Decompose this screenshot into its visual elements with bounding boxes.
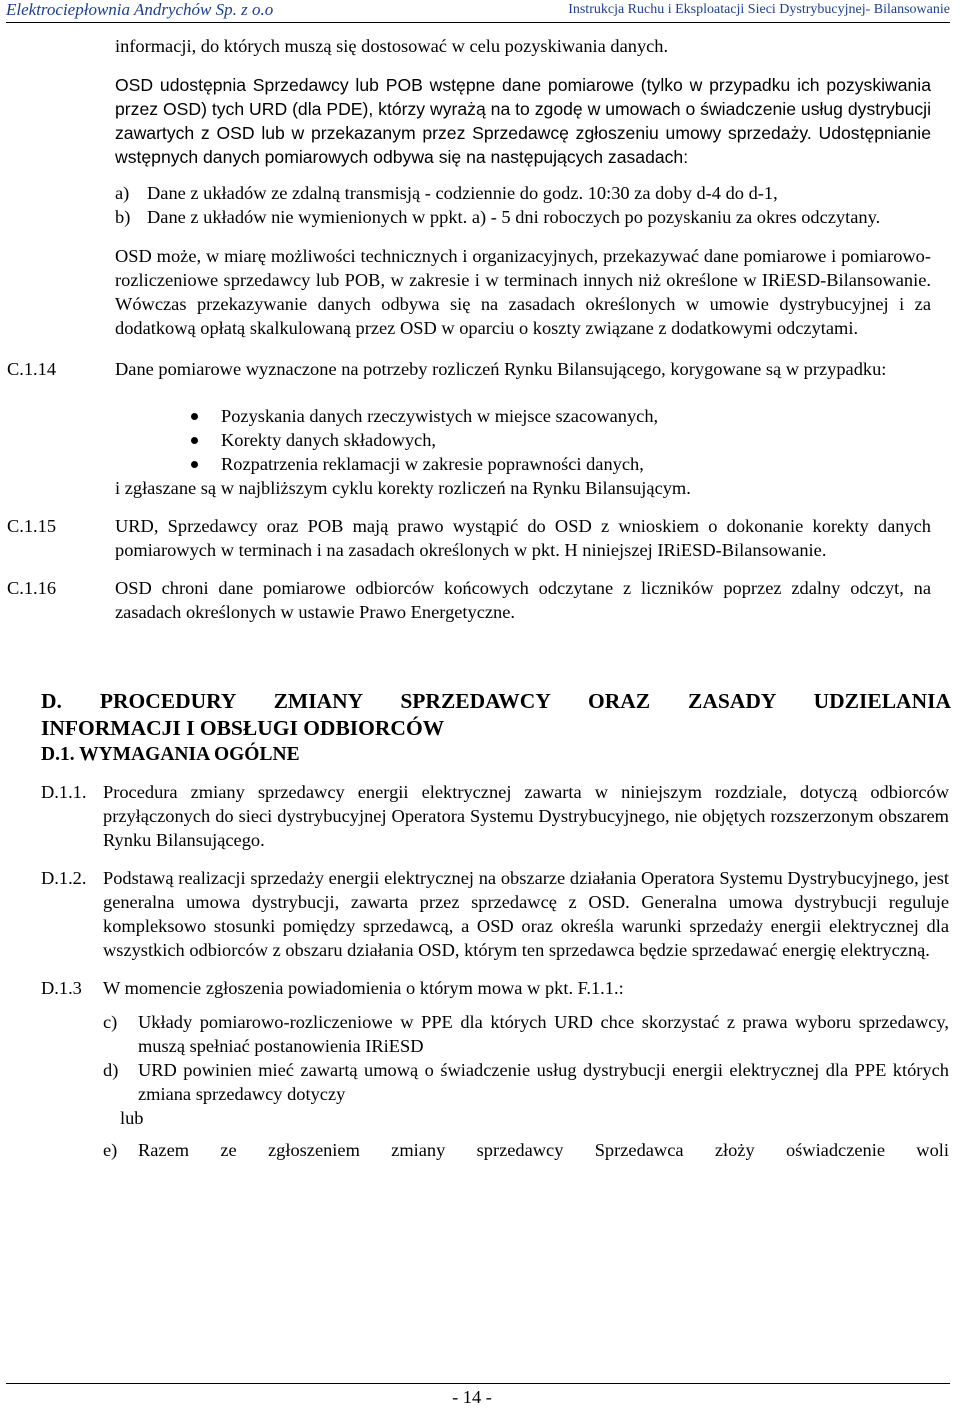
list-label: c) — [103, 1012, 118, 1032]
section-d — [0, 688, 960, 1162]
header-company-name: Elektrociepłownia Andrychów Sp. z o.o — [6, 0, 274, 19]
list-label: e) — [103, 1140, 118, 1160]
list-item: Pozyskania danych rzeczywistych w miejsce szacowanych, — [115, 404, 931, 428]
section-text: Dane pomiarowe wyznaczone na potrzeby rozliczeń Rynku Bilansującego, korygowane są w przypadku: — [115, 359, 887, 379]
d13-list-item-c — [103, 1010, 949, 1058]
intro-list-item-b — [115, 205, 931, 229]
list-text: Razem ze zgłoszeniem zmiany sprzedawcy Sprzedawca złoży oświadczenie woli — [138, 1140, 949, 1160]
bullet-icon — [191, 437, 198, 444]
d13-list-item-d — [103, 1058, 949, 1106]
bullet-icon — [191, 413, 198, 420]
section-c116 — [0, 576, 960, 624]
section-c114 — [0, 357, 960, 500]
d13-connector: lub — [120, 1108, 144, 1128]
list-text: URD powinien mieć zawartą umową o świadczenie usług dystrybucji energii elektrycznej dla PPE których zmiana sprzedawcy dotyczy — [138, 1060, 949, 1104]
list-item: Rozpatrzenia reklamacji w zakresie poprawności danych, — [115, 452, 931, 476]
page-header — [6, 0, 950, 23]
section-number: C.1.14 — [7, 359, 57, 379]
intro-list — [115, 181, 931, 229]
intro-block — [115, 34, 931, 340]
section-text: Procedura zmiany sprzedawcy energii elektrycznej zawarta w niniejszym rozdziale, dotyczą odbiorców przyłączonych do sieci dystrybucyjnej Operatora Systemu Dystrybucyjnego, nie objętych rozszerzonym obszarem Rynku Bilansującego. — [103, 782, 949, 850]
section-text-after: i zgłaszane są w najbliższym cyklu korekty rozliczeń na Rynku Bilansującym. — [115, 478, 691, 498]
section-text: URD, Sprzedawcy oraz POB mają prawo wystąpić do OSD z wnioskiem o dokonanie korekty danych pomiarowych w terminach i na zasadach określonych w pkt. H niniejszej IRiESD-Bilansowanie. — [115, 516, 931, 560]
intro-line: informacji, do których muszą się dostosować w celu pozyskiwania danych. — [115, 36, 669, 56]
section-number: C.1.15 — [7, 516, 57, 536]
page-number: - 14 - — [452, 1387, 492, 1407]
section-number: D.1.3 — [41, 978, 82, 998]
list-text: Dane z układów nie wymienionych w ppkt. a) - 5 dni roboczych po pozyskaniu za okres odczytany. — [147, 207, 881, 227]
list-text: Dane z układów ze zdalną transmisją - codziennie do godz. 10:30 za doby d-4 do d-1, — [147, 183, 778, 203]
list-label: a) — [115, 183, 130, 203]
section-c115 — [0, 514, 960, 562]
page-content — [0, 34, 960, 1162]
bullet-list — [115, 404, 931, 476]
bullet-icon — [191, 461, 198, 468]
intro-paragraph-osd-may: OSD może, w miarę możliwości technicznych i organizacyjnych, przekazywać dane pomiarowe i pomiarowo-rozliczeniowe sprzedawcy lub POB, w zakresie i w terminach innych niż określone w IRiESD-Bilansowanie. Wówczas przekazywanie danych odbywa się na zasadach określonych w umowie dystrybucyjnej i za dodatkową opłatą skalkulowaną przez OSD w oparciu o koszty związane z dodatkowymi odczytami. — [115, 246, 931, 338]
section-subheading: D.1. WYMAGANIA OGÓLNE — [41, 744, 300, 765]
header-document-title: Instrukcja Ruchu i Eksploatacji Sieci Dystrybucyjnej- Bilansowanie — [568, 2, 950, 17]
list-item: Korekty danych składowych, — [115, 428, 931, 452]
section-heading-cont: INFORMACJI I OBSŁUGI ODBIORCÓW — [41, 716, 445, 740]
section-d13 — [0, 976, 960, 1162]
list-label: d) — [103, 1060, 119, 1080]
intro-list-item-a — [115, 181, 931, 205]
list-label: b) — [115, 207, 131, 227]
page-footer-rule — [6, 1383, 950, 1384]
section-d112 — [0, 866, 960, 962]
intro-paragraph-osd: OSD udostępnia Sprzedawcy lub POB wstępne dane pomiarowe (tylko w przypadku ich pozyskiwania przez OSD) tych URD (dla PDE), którzy wyrażą na to zgodę w umowach o świadczenie usług dystrybucji zawartych z OSD lub w przekazanym przez Sprzedawcę zgłoszeniu umowy sprzedaży. Udostępnianie wstępnych danych pomiarowych odbywa się na następujących zasadach: — [115, 75, 931, 167]
section-text: W momencie zgłoszenia powiadomienia o którym mowa w pkt. F.1.1.: — [103, 978, 624, 998]
list-text: Układy pomiarowo-rozliczeniowe w PPE dla których URD chce skorzystać z prawa wyboru sprzedawcy, muszą spełniać postanowienia IRiESD — [138, 1012, 949, 1056]
section-number: D.1.2. — [41, 868, 87, 888]
section-number: D.1.1. — [41, 782, 87, 802]
section-number: C.1.16 — [7, 578, 57, 598]
section-text: Podstawą realizacji sprzedaży energii elektrycznej na obszarze działania Operatora Systemu Dystrybucyjnego, jest generalna umowa dystrybucji, zawarta przez sprzedawcę z OSD. Generalna umowa dystrybucji reguluje kompleksowo stosunki pomiędzy sprzedawcą, a OSD oraz określa warunki sprzedaży energii elektrycznej dla wszystkich odbiorców z obszaru działania OSD, którym ten sprzedawca będzie sprzedawać energię elektryczną. — [103, 868, 949, 960]
section-d111 — [0, 780, 960, 852]
d13-list-item-e — [103, 1138, 949, 1162]
section-heading: D. PROCEDURY ZMIANY SPRZEDAWCY ORAZ ZASADY UDZIELANIA — [41, 689, 951, 713]
d13-list — [103, 1010, 949, 1162]
section-text: OSD chroni dane pomiarowe odbiorców końcowych odczytane z liczników poprzez zdalny odczyt, na zasadach określonych w ustawie Prawo Energetyczne. — [115, 578, 931, 622]
